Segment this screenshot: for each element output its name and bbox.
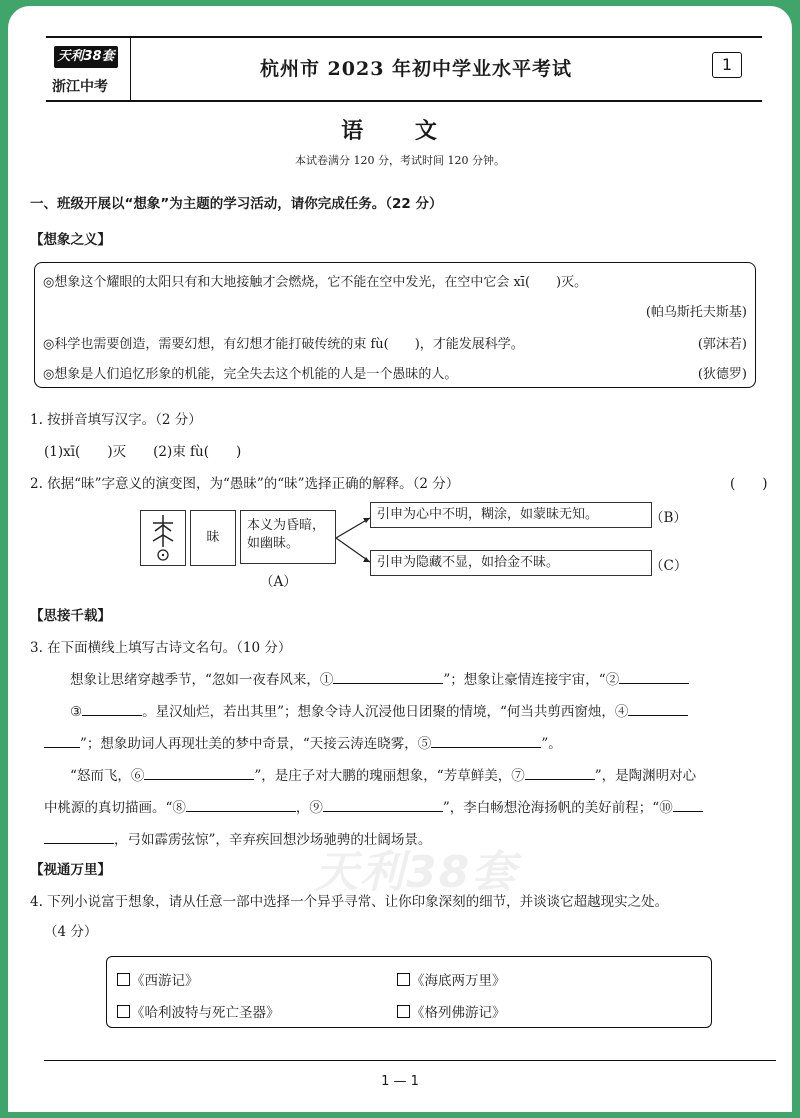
publisher-logo (46, 38, 131, 100)
character-box: 昧 (190, 510, 236, 566)
sub-heading-meaning: 【想象之义】 (30, 232, 111, 248)
blank-3[interactable] (82, 701, 142, 716)
page-number-badge: 1 (712, 52, 742, 78)
subject-title: 语 文 (341, 118, 459, 144)
quote-box (34, 262, 756, 388)
sub-heading-ancient: 【思接千载】 (30, 608, 111, 624)
sub-heading-vision: 【视通万里】 (30, 862, 111, 878)
page-footer: 1 — 1 (381, 1074, 419, 1089)
blank-6[interactable] (144, 765, 254, 780)
poem-text: ③ (70, 704, 83, 720)
quote-2-author: (郭沫若) (697, 337, 747, 352)
poem-line-4 (70, 764, 696, 784)
quote-3: ◎想象是人们追忆形象的机能，完全失去这个机能的人是一个愚昧的人。 (43, 367, 458, 382)
blank-10[interactable] (673, 797, 703, 812)
section-heading: 一、班级开展以“想象”为主题的学习活动，请你完成任务。（22 分） (30, 196, 443, 212)
quote-3-author: (狄德罗) (697, 367, 747, 382)
original-meaning-box: 本义为昏暗，如幽昧。 (240, 510, 336, 564)
question-2-answer-paren: ( ) (730, 476, 768, 492)
logo-mark: 天利38套 (54, 46, 118, 68)
poem-text: ，弓如霹雳弦惊”，辛弃疾回想沙场驰骋的壮阔场景。 (114, 832, 432, 848)
poem-text: ”，是陶渊明对心 (594, 768, 697, 784)
poem-text: ”，李白畅想沧海扬帆的美好前程；“⑩ (442, 800, 673, 816)
checkbox-icon[interactable] (117, 973, 130, 986)
novel-title: 《格列佛游记》 (411, 1005, 506, 1021)
blank-9[interactable] (323, 797, 443, 812)
novel-options-box (106, 956, 712, 1028)
quote-2: ◎科学也需要创造，需要幻想，有幻想才能打破传统的束 fù( )，才能发展科学。 (43, 337, 524, 352)
novel-option-4[interactable] (397, 1001, 506, 1021)
blank-2[interactable] (619, 669, 689, 684)
label-a: （A） (260, 574, 297, 590)
checkbox-icon[interactable] (397, 1005, 410, 1018)
poem-line-5 (44, 796, 703, 816)
poem-text: ”；想象助词人再现壮美的梦中奇景，“天接云涛连晓雾，⑤ (80, 736, 432, 752)
branch-arrows (336, 510, 372, 572)
checkbox-icon[interactable] (117, 1005, 130, 1018)
label-c: （C） (650, 558, 688, 574)
oracle-glyph-icon (140, 510, 186, 566)
quote-1: ◎想象这个耀眼的太阳只有和大地接触才会燃烧，它不能在空中发光，在空中它会 xī( )灭。 (43, 275, 588, 290)
exam-instructions: 本试卷满分 120 分，考试时间 120 分钟。 (295, 154, 505, 167)
novel-title: 《海底两万里》 (411, 973, 506, 989)
poem-text: ”；想象让豪情连接宇宙，“② (443, 672, 620, 688)
quote-1-author: (帕乌斯托夫斯基) (645, 305, 747, 320)
poem-line-1 (70, 668, 689, 688)
exam-page (8, 6, 792, 1112)
novel-option-2[interactable] (397, 969, 506, 989)
question-2: 2. 依据“昧”字意义的演变图，为“愚昧”的“昧”选择正确的解释。（2 分） (30, 476, 460, 492)
watermark-logo: 天利38套 (314, 847, 518, 898)
question-4-score: （4 分） (44, 924, 98, 940)
footer-divider (44, 1060, 776, 1061)
region-label: 浙江中考 (52, 79, 108, 95)
blank-5[interactable] (431, 733, 541, 748)
blank-4-cont[interactable] (44, 733, 80, 748)
poem-text: 中桃源的真切描画。“⑧ (44, 800, 186, 816)
poem-text: ”，是庄子对大鹏的瑰丽想象，“芳草鲜美，⑦ (254, 768, 525, 784)
blank-8[interactable] (186, 797, 296, 812)
question-1-items: (1)xī( )灭 (2)束 fù( ) (44, 444, 242, 460)
exam-header (46, 36, 762, 102)
blank-10-cont[interactable] (44, 829, 114, 844)
poem-text: “怒而飞，⑥ (70, 768, 145, 784)
poem-text: ”。 (541, 736, 562, 752)
poem-text: ，⑨ (295, 800, 323, 816)
novel-option-1[interactable] (117, 969, 199, 989)
poem-text: 想象让思绪穿越季节，“忽如一夜春风来，① (70, 672, 334, 688)
poem-line-3 (44, 732, 562, 752)
question-3: 3. 在下面横线上填写古诗文名句。（10 分） (30, 640, 292, 656)
option-b-box: 引申为心中不明，糊涂，如蒙昧无知。 (370, 502, 652, 528)
novel-option-3[interactable] (117, 1001, 280, 1021)
exam-title: 杭州市 2023 年初中学业水平考试 (259, 58, 573, 80)
poem-line-2 (70, 700, 688, 720)
question-4: 4. 下列小说富于想象，请从任意一部中选择一个异乎寻常、让你印象深刻的细节，并谈谈它超越现实之处。 (30, 894, 669, 910)
poem-text: 。星汉灿烂，若出其里”；想象令诗人沉浸他日团聚的情境，“何当共剪西窗烛，④ (142, 704, 629, 720)
option-c-box: 引申为隐藏不显，如拾金不昧。 (370, 550, 652, 576)
checkbox-icon[interactable] (397, 973, 410, 986)
blank-1[interactable] (333, 669, 443, 684)
novel-title: 《西游记》 (131, 973, 199, 989)
novel-title: 《哈利波特与死亡圣器》 (131, 1005, 280, 1021)
blank-7[interactable] (525, 765, 595, 780)
blank-4[interactable] (628, 701, 688, 716)
label-b: （B） (650, 510, 687, 526)
question-1: 1. 按拼音填写汉字。（2 分） (30, 412, 202, 428)
